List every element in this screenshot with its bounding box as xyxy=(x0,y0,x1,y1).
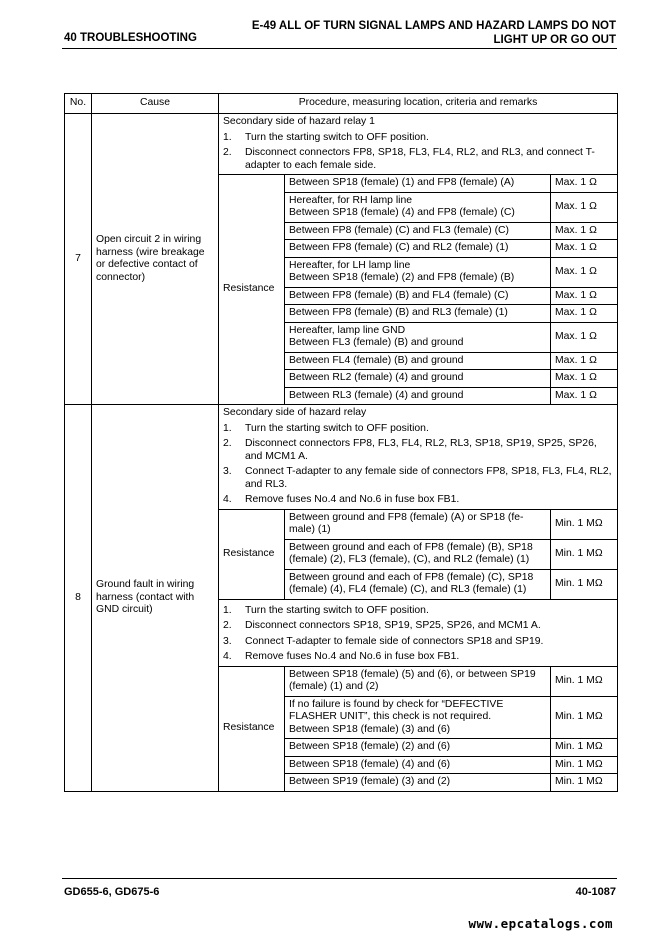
model-number: GD655-6, GD675-6 xyxy=(64,886,160,898)
check-text: Between SP19 (female) (3) and (2) xyxy=(289,776,451,787)
page-number: 40-1087 xyxy=(575,886,616,898)
step-list xyxy=(223,132,613,173)
step-item xyxy=(223,605,613,618)
check-text: Between SP18 (female) (4) and (6) xyxy=(289,758,451,770)
row-number: 8 xyxy=(65,405,92,792)
check-text: Between SP18 (female) (4) and FP8 (female) (C) xyxy=(289,207,515,218)
resistance-label: Resistance xyxy=(219,666,285,791)
criteria-value: Max. 1 Ω xyxy=(551,370,618,388)
check-text: Between FP8 (female) (B) and RL3 (female) (1) xyxy=(289,307,508,318)
header-cause: Cause xyxy=(92,94,219,114)
measuring-location xyxy=(285,666,551,696)
criteria-value: Max. 1 Ω xyxy=(551,322,618,352)
step-item xyxy=(223,494,613,507)
measuring-location xyxy=(285,352,551,370)
step-number: 1. xyxy=(223,604,232,616)
step-text: Connect T-adapter to any female side of connectors FP8, SP18, FL3, FL4, RL2, and RL3. xyxy=(245,466,612,490)
step-text: Disconnect connectors FP8, FL3, FL4, RL2, RL3, SP18, SP19, SP25, SP26, and MCM1 A. xyxy=(245,438,597,462)
step-number: 1. xyxy=(223,422,232,434)
step-list xyxy=(223,423,613,507)
watermark-url: www.epcatalogs.com xyxy=(468,916,613,931)
step-number: 3. xyxy=(223,635,232,647)
step-number: 1. xyxy=(223,131,232,143)
check-text: Between SP18 (female) (2) and FP8 (female) (B) xyxy=(289,272,515,283)
criteria-value: Max. 1 Ω xyxy=(551,192,618,222)
check-note: Hereafter, for RH lamp line xyxy=(289,194,413,206)
check-note: Hereafter, for LH lamp line xyxy=(289,259,411,271)
measuring-location xyxy=(285,322,551,352)
criteria-value: Max. 1 Ω xyxy=(551,240,618,258)
procedure-intro: Secondary side of hazard relay 1 xyxy=(223,116,375,127)
step-number: 2. xyxy=(223,438,232,449)
measuring-location xyxy=(285,569,551,599)
measuring-location xyxy=(285,257,551,287)
row-number: 7 xyxy=(65,114,92,405)
measuring-location xyxy=(285,305,551,323)
criteria-value: Min. 1 MΩ xyxy=(551,774,618,792)
criteria-value: Max. 1 Ω xyxy=(551,222,618,240)
check-text: Between ground and each of FP8 (female) (B), SP18 (female) (2), FL3 (female), (C), and RL2 (female) (1) xyxy=(289,541,533,565)
measuring-location xyxy=(285,287,551,305)
check-text: Between SP18 (female) (1) and FP8 (female) (A) xyxy=(289,177,515,188)
step-item xyxy=(223,423,613,436)
criteria-value: Max. 1 Ω xyxy=(551,305,618,323)
header-divider xyxy=(62,48,617,49)
resistance-label: Resistance xyxy=(219,175,285,405)
check-text: Between FP8 (female) (B) and FL4 (female) (C) xyxy=(289,289,509,301)
step-text: Remove fuses No.4 and No.6 in fuse box FB1. xyxy=(245,494,460,505)
check-note: Hereafter, lamp line GND xyxy=(289,324,406,336)
step-item xyxy=(223,636,613,649)
step-text: Disconnect connectors SP18, SP19, SP25, SP26, and MCM1 A. xyxy=(245,620,541,631)
resistance-label: Resistance xyxy=(219,509,285,599)
check-note: If no failure is found by check for “DEFECTIVE FLASHER UNIT”, this check is not required. xyxy=(289,698,504,722)
step-item xyxy=(223,620,613,633)
step-item xyxy=(223,651,613,664)
step-item xyxy=(223,147,613,172)
measuring-location xyxy=(285,240,551,258)
procedure-steps xyxy=(219,599,618,666)
cause-text: Ground fault in wiring harness (contact with GND circuit) xyxy=(92,405,219,792)
check-text: Between FP8 (female) (C) and FL3 (female) (C) xyxy=(289,224,510,236)
step-number: 2. xyxy=(223,147,232,158)
step-number: 4. xyxy=(223,494,232,505)
check-text: Between RL2 (female) (4) and ground xyxy=(289,372,464,383)
table-row xyxy=(65,405,618,510)
criteria-value: Min. 1 MΩ xyxy=(551,569,618,599)
measuring-location xyxy=(285,192,551,222)
step-item xyxy=(223,132,613,145)
procedure-intro: Secondary side of hazard relay xyxy=(223,407,367,418)
check-text: Between FL4 (female) (B) and ground xyxy=(289,354,464,366)
measuring-location xyxy=(285,696,551,739)
criteria-value: Min. 1 MΩ xyxy=(551,739,618,757)
criteria-value: Min. 1 MΩ xyxy=(551,509,618,539)
measuring-location xyxy=(285,756,551,774)
measuring-location xyxy=(285,387,551,405)
header-no: No. xyxy=(65,94,92,114)
procedure-steps xyxy=(219,405,618,510)
measuring-location xyxy=(285,774,551,792)
step-item xyxy=(223,466,613,491)
step-number: 4. xyxy=(223,651,232,662)
table-row xyxy=(65,114,618,175)
procedure-steps xyxy=(219,114,618,175)
check-text: Between SP18 (female) (5) and (6), or between SP19 (female) (1) and (2) xyxy=(289,668,536,692)
step-text: Connect T-adapter to female side of connectors SP18 and SP19. xyxy=(245,635,544,647)
step-number: 2. xyxy=(223,620,232,631)
measuring-location xyxy=(285,539,551,569)
criteria-value: Min. 1 MΩ xyxy=(551,539,618,569)
criteria-value: Min. 1 MΩ xyxy=(551,666,618,696)
cause-text: Open circuit 2 in wiring harness (wire breakage or defective contact of connector) xyxy=(92,114,219,405)
table-header-row xyxy=(65,94,618,114)
header-procedure: Procedure, measuring location, criteria and remarks xyxy=(219,94,618,114)
section-title: 40 TROUBLESHOOTING xyxy=(64,32,197,44)
step-number: 3. xyxy=(223,466,232,477)
check-text: Between FP8 (female) (C) and RL2 (female) (1) xyxy=(289,242,509,253)
measuring-location xyxy=(285,222,551,240)
criteria-value: Max. 1 Ω xyxy=(551,257,618,287)
criteria-value: Max. 1 Ω xyxy=(551,387,618,405)
page-title xyxy=(252,19,616,47)
step-text: Disconnect connectors FP8, SP18, FL3, FL4, RL2, and RL3, and connect T-adapter to each female side. xyxy=(245,147,595,171)
step-text: Turn the starting switch to OFF position. xyxy=(245,604,429,616)
check-text: Between FL3 (female) (B) and ground xyxy=(289,337,464,348)
measuring-location xyxy=(285,175,551,193)
check-text: Between SP18 (female) (2) and (6) xyxy=(289,741,451,752)
check-text: Between SP18 (female) (3) and (6) xyxy=(289,723,451,735)
page-title-line2: LIGHT UP OR GO OUT xyxy=(493,34,616,46)
measuring-location xyxy=(285,739,551,757)
troubleshooting-table xyxy=(64,93,618,792)
page-title-line1: E-49 ALL OF TURN SIGNAL LAMPS AND HAZARD LAMPS DO NOT xyxy=(251,20,616,32)
criteria-value: Max. 1 Ω xyxy=(551,352,618,370)
footer-divider xyxy=(62,878,617,879)
step-list xyxy=(223,605,613,664)
step-text: Turn the starting switch to OFF position. xyxy=(245,422,429,434)
check-text: Between ground and each of FP8 (female) (C), SP18 (female) (4), FL4 (female) (C), and RL3 (female) (1) xyxy=(289,571,534,595)
check-text: Between ground and FP8 (female) (A) or SP18 (fe-male) (1) xyxy=(289,511,524,535)
criteria-value: Max. 1 Ω xyxy=(551,287,618,305)
criteria-value: Min. 1 MΩ xyxy=(551,696,618,739)
step-text: Remove fuses No.4 and No.6 in fuse box FB1. xyxy=(245,651,460,662)
step-item xyxy=(223,438,613,463)
check-text: Between RL3 (female) (4) and ground xyxy=(289,389,464,401)
criteria-value: Max. 1 Ω xyxy=(551,175,618,193)
measuring-location xyxy=(285,509,551,539)
measuring-location xyxy=(285,370,551,388)
step-text: Turn the starting switch to OFF position. xyxy=(245,131,429,143)
criteria-value: Min. 1 MΩ xyxy=(551,756,618,774)
